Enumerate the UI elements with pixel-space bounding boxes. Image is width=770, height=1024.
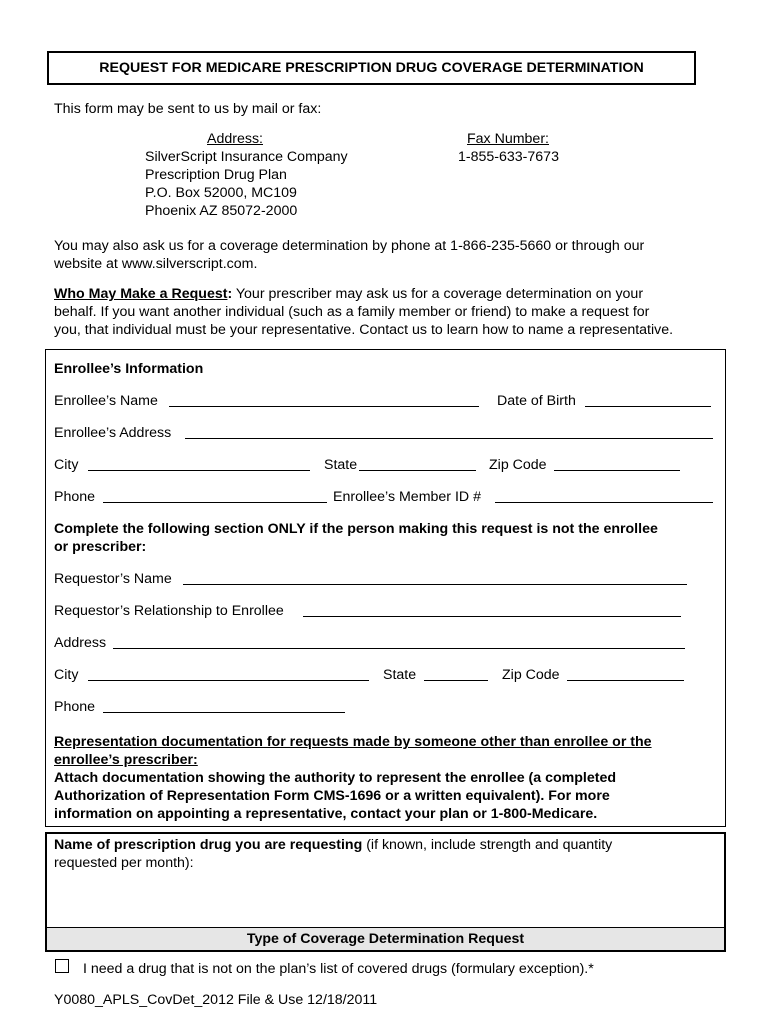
intro-text: This form may be sent to us by mail or fax: — [54, 101, 322, 117]
who-may-label: Who May Make a Request — [54, 286, 228, 302]
member-id-label: Enrollee’s Member ID # — [333, 489, 481, 505]
requestor-name-label: Requestor’s Name — [54, 571, 172, 587]
enrollee-zip-label: Zip Code — [489, 457, 547, 473]
phone-paragraph-line: You may also ask us for a coverage determination by phone at 1-866-235-5660 or through our — [54, 238, 645, 254]
enrollee-address-field[interactable] — [185, 438, 713, 439]
requestor-address-label: Address — [54, 635, 107, 651]
representation-body: Attach documentation showing the authority to represent the enrollee (a completed — [54, 770, 617, 786]
coverage-type-heading: Type of Coverage Determination Request — [47, 927, 724, 950]
requestor-address-field[interactable] — [113, 648, 685, 649]
who-may-line — [54, 285, 643, 303]
requestor-heading: Complete the following section ONLY if the person making this request is not the enrollee — [54, 521, 658, 537]
form-footer-id: Y0080_APLS_CovDet_2012 File & Use 12/18/2011 — [54, 992, 378, 1008]
who-may-text: Your prescriber may ask us for a coverage determination on your — [232, 286, 644, 302]
drug-input-area[interactable] — [50, 874, 721, 924]
fax-heading: Fax Number: — [467, 131, 549, 147]
requestor-relationship-field[interactable] — [303, 616, 681, 617]
requestor-phone-label: Phone — [54, 699, 96, 715]
enrollee-state-label: State — [324, 457, 358, 473]
requestor-heading: or prescriber: — [54, 539, 147, 555]
requestor-name-field[interactable] — [183, 584, 687, 585]
enrollee-name-field[interactable] — [169, 406, 479, 407]
fax-number: 1-855-633-7673 — [458, 149, 559, 165]
requestor-state-label: State — [383, 667, 417, 683]
requestor-phone-field[interactable] — [103, 712, 345, 713]
drug-line — [54, 836, 612, 854]
enrollee-heading: Enrollee’s Information — [54, 361, 204, 377]
address-heading: Address: — [207, 131, 263, 147]
address-line: Prescription Drug Plan — [145, 167, 287, 183]
requestor-zip-field[interactable] — [567, 680, 684, 681]
address-line: Phoenix AZ 85072-2000 — [145, 203, 298, 219]
who-may-line: behalf. If you want another individual (such as a family member or friend) to make a request for — [54, 304, 650, 320]
enrollee-phone-label: Phone — [54, 489, 96, 505]
phone-paragraph-line: website at www.silverscript.com. — [54, 256, 258, 272]
enrollee-city-label: City — [54, 457, 79, 473]
enrollee-phone-field[interactable] — [103, 502, 327, 503]
enrollee-address-label: Enrollee’s Address — [54, 425, 172, 441]
dob-field[interactable] — [585, 406, 711, 407]
formulary-exception-label: I need a drug that is not on the plan’s list of covered drugs (formulary exception).* — [83, 961, 594, 977]
requestor-city-label: City — [54, 667, 79, 683]
requestor-state-field[interactable] — [424, 680, 488, 681]
enrollee-state-field[interactable] — [359, 470, 476, 471]
form-title: REQUEST FOR MEDICARE PRESCRIPTION DRUG COVERAGE DETERMINATION — [47, 51, 696, 85]
requestor-city-field[interactable] — [88, 680, 369, 681]
address-line: P.O. Box 52000, MC109 — [145, 185, 297, 201]
representation-heading: enrollee’s prescriber: — [54, 752, 198, 768]
who-may-colon: : — [227, 286, 233, 302]
enrollee-zip-field[interactable] — [554, 470, 680, 471]
representation-heading: Representation documentation for requests made by someone other than enrollee or the — [54, 734, 652, 750]
representation-body: Authorization of Representation Form CMS-1696 or a written equivalent). For more — [54, 788, 610, 804]
requestor-zip-label: Zip Code — [502, 667, 560, 683]
drug-hint: requested per month): — [54, 855, 194, 871]
member-id-field[interactable] — [495, 502, 713, 503]
enrollee-city-field[interactable] — [88, 470, 310, 471]
dob-label: Date of Birth — [497, 393, 576, 409]
formulary-exception-checkbox[interactable] — [55, 959, 69, 973]
address-line: SilverScript Insurance Company — [145, 149, 348, 165]
drug-label: Name of prescription drug you are requesting — [54, 837, 363, 853]
representation-body: information on appointing a representative, contact your plan or 1-800-Medicare. — [54, 806, 598, 822]
enrollee-name-label: Enrollee’s Name — [54, 393, 158, 409]
who-may-line: you, that individual must be your representative. Contact us to learn how to name a representative. — [54, 322, 674, 338]
drug-hint: (if known, include strength and quantity — [362, 837, 613, 853]
requestor-relationship-label: Requestor’s Relationship to Enrollee — [54, 603, 284, 619]
